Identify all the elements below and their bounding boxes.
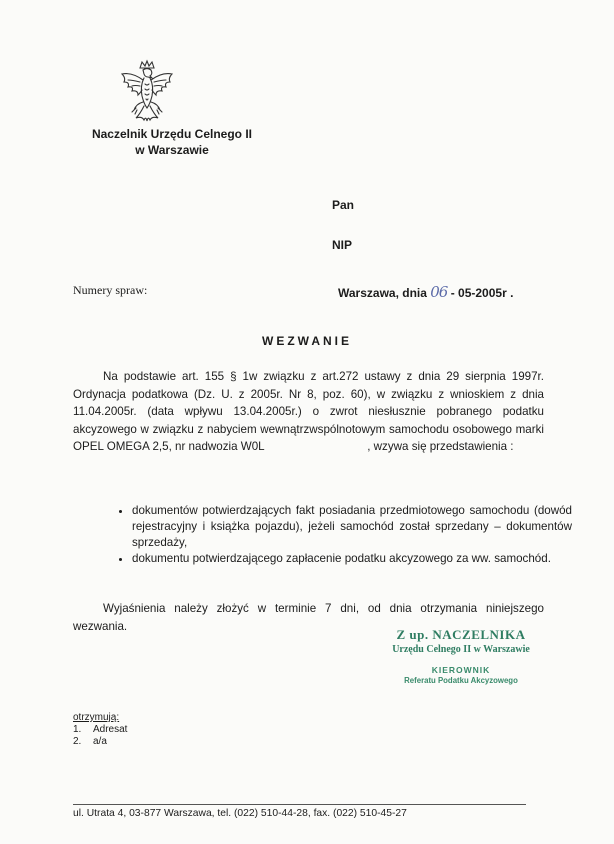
- recipient-number: 2.: [73, 736, 82, 747]
- date-prefix: Warszawa, dnia: [338, 286, 427, 300]
- stamp-line-4: Referatu Podatku Akcyzowego: [404, 676, 518, 685]
- recipient-number: 1.: [73, 724, 82, 735]
- office-name: Naczelnik Urzędu Celnego II: [91, 127, 253, 141]
- list-item: • dokumentów potwierdzających fakt posiadania przedmiotowego samochodu (dowód rejestracyjny i książka pojazdu), jeżeli samochód został sprzedany – dokumentów sprzedaży,: [132, 503, 572, 551]
- stamp-line-2: Urzędu Celnego II w Warszawie: [392, 644, 530, 655]
- list-item: [73, 736, 127, 748]
- date-suffix: - 05-2005r .: [450, 286, 514, 300]
- recipient-name: a/a: [93, 736, 107, 747]
- required-documents-list: [104, 503, 572, 567]
- official-stamp: [378, 627, 544, 685]
- body-paragraph: Na podstawie art. 155 § 1w związku z art.272 ustawy z dnia 29 sierpnia 1997r. Ordynacja podatkowa (Dz. U. z 2005r. Nr 8, poz. 60), w związku z wnioskiem z dnia 11.04.2005r. (data wpływu 13.04.2005r.) o zwrot niesłusznie pobranego podatku akcyzowego w związku z nabyciem wewnątrzwspólnotowym samochodu osobowego marki OPEL OMEGA 2,5, nr nadwozia W0L , wzywa się przedstawienia :: [73, 370, 548, 453]
- footer-divider: [73, 804, 526, 805]
- issuing-office: [72, 126, 272, 158]
- recipients: [73, 712, 127, 748]
- footer-address: ul. Utrata 4, 03-877 Warszawa, tel. (022) 510-44-28, fax. (022) 510-45-27: [73, 808, 407, 819]
- stamp-line-1: Z up. NACZELNIKA: [396, 627, 526, 642]
- closing-paragraph: Wyjaśnienia należy złożyć w terminie 7 dni, od dnia otrzymania niniejszego wezwania.: [73, 602, 544, 633]
- recipients-header: otrzymują:: [73, 712, 120, 723]
- case-numbers-label: Numery spraw:: [73, 283, 148, 297]
- recipient-name: Adresat: [93, 724, 128, 735]
- document-title: WEZWANIE: [262, 334, 352, 348]
- list-item: • dokumentu potwierdzającego zapłacenie podatku akcyzowego za ww. samochód.: [132, 551, 572, 567]
- addressee-title: Pan: [332, 198, 355, 212]
- eagle-emblem-icon: [116, 58, 178, 124]
- nip-label: NIP: [332, 238, 353, 252]
- document-date: [338, 283, 513, 301]
- list-item: [73, 724, 127, 736]
- stamp-line-3: KIEROWNIK: [431, 665, 491, 675]
- date-day-handwritten: 06: [430, 283, 448, 301]
- office-city: w Warszawie: [135, 143, 209, 157]
